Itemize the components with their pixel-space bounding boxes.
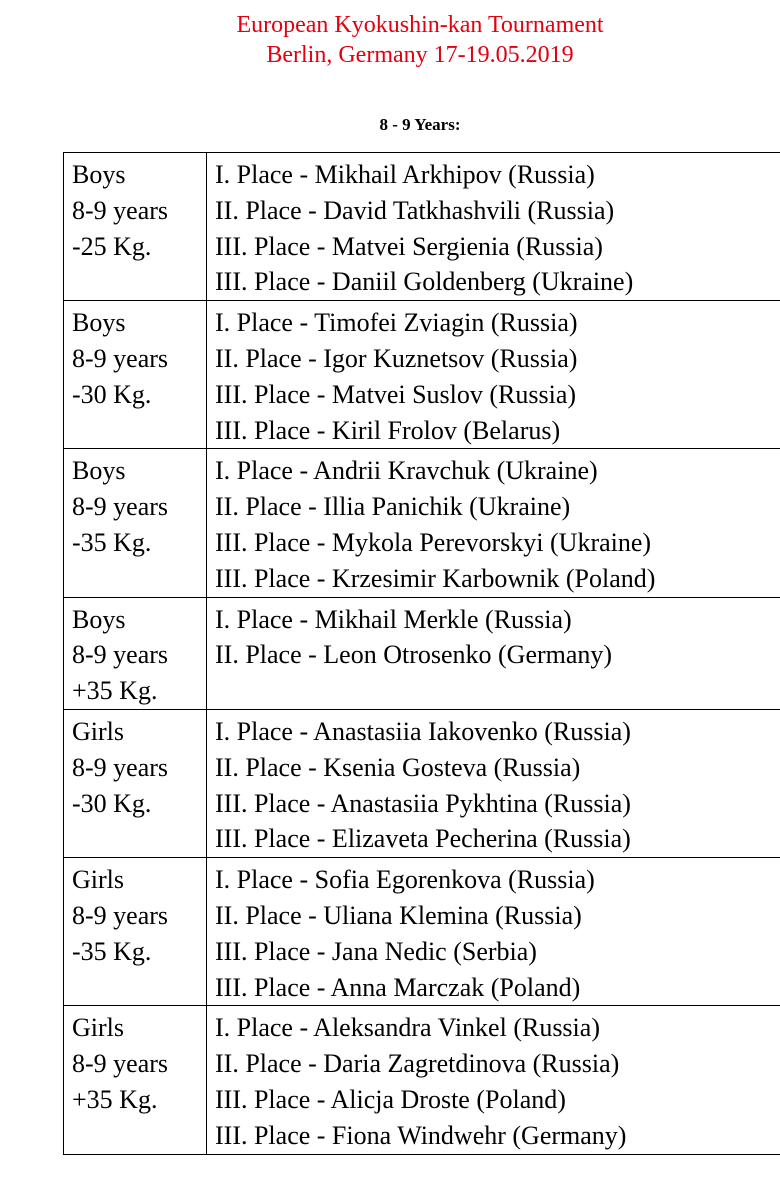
places-cell — [207, 1006, 780, 1154]
place-entry: II. Place - Leon Otrosenko (Germany) — [215, 640, 613, 670]
place-entry: I. Place - Aleksandra Vinkel (Russia) — [215, 1013, 600, 1043]
category-age: 8-9 years — [72, 1049, 169, 1079]
category-weight: -30 Kg. — [72, 379, 152, 409]
category-weight: +35 Kg. — [72, 676, 158, 706]
category-cell — [64, 449, 207, 597]
category-age: 8-9 years — [72, 640, 169, 670]
category-age: 8-9 years — [72, 492, 169, 522]
category-row — [64, 153, 780, 301]
place-entry: II. Place - Illia Panichik (Ukraine) — [215, 492, 571, 522]
category-cell — [64, 301, 207, 449]
place-entry: III. Place - Mykola Perevorskyi (Ukraine) — [215, 527, 652, 557]
category-row — [64, 449, 780, 597]
place-entry: III. Place - Fiona Windwehr (Germany) — [215, 1120, 627, 1150]
places-cell — [207, 709, 780, 857]
category-age: 8-9 years — [72, 343, 169, 373]
place-entry: II. Place - Igor Kuznetsov (Russia) — [215, 343, 578, 373]
place-entry: III. Place - Daniil Goldenberg (Ukraine) — [215, 267, 634, 297]
results-table-body — [64, 153, 780, 1155]
place-entry: III. Place - Elizaveta Pecherina (Russia) — [215, 824, 631, 854]
places-cell — [207, 153, 780, 301]
category-row — [64, 1006, 780, 1154]
place-entry: I. Place - Sofia Egorenkova (Russia) — [215, 865, 595, 895]
category-cell — [64, 597, 207, 709]
place-entry: II. Place - Ksenia Gosteva (Russia) — [215, 752, 581, 782]
results-table — [63, 152, 780, 1155]
place-entry: III. Place - Anastasiia Pykhtina (Russia) — [215, 788, 631, 818]
place-entry: II. Place - Daria Zagretdinova (Russia) — [215, 1049, 620, 1079]
category-age: 8-9 years — [72, 752, 169, 782]
place-entry: III. Place - Jana Nedic (Serbia) — [215, 936, 537, 966]
place-entry: III. Place - Matvei Sergienia (Russia) — [215, 231, 603, 261]
category-age: 8-9 years — [72, 195, 169, 225]
place-entry: III. Place - Kiril Frolov (Belarus) — [215, 415, 561, 445]
place-entry: II. Place - David Tatkhashvili (Russia) — [215, 195, 615, 225]
category-row — [64, 301, 780, 449]
place-entry: I. Place - Timofei Zviagin (Russia) — [215, 308, 578, 338]
place-entry: III. Place - Anna Marczak (Poland) — [215, 972, 581, 1002]
category-gender: Boys — [72, 604, 126, 634]
category-weight: -25 Kg. — [72, 231, 152, 261]
category-gender: Girls — [72, 716, 124, 746]
places-cell — [207, 301, 780, 449]
category-gender: Girls — [72, 1013, 124, 1043]
places-cell — [207, 858, 780, 1006]
category-weight: -30 Kg. — [72, 788, 152, 818]
category-gender: Boys — [72, 308, 126, 338]
category-row — [64, 709, 780, 857]
place-entry: I. Place - Mikhail Merkle (Russia) — [215, 604, 572, 634]
place-entry: I. Place - Mikhail Arkhipov (Russia) — [215, 160, 595, 189]
category-gender: Boys — [72, 160, 126, 189]
category-gender: Boys — [72, 456, 126, 486]
category-weight: -35 Kg. — [72, 936, 152, 966]
category-weight: -35 Kg. — [72, 527, 152, 557]
places-cell — [207, 449, 780, 597]
place-entry: III. Place - Alicja Droste (Poland) — [215, 1084, 566, 1114]
tournament-title — [0, 10, 780, 70]
category-weight: +35 Kg. — [72, 1084, 158, 1114]
category-cell — [64, 709, 207, 857]
tournament-title-line-2: Berlin, Germany 17-19.05.2019 — [266, 42, 574, 68]
place-entry: III. Place - Matvei Suslov (Russia) — [215, 379, 577, 409]
category-age: 8-9 years — [72, 900, 169, 930]
category-row — [64, 597, 780, 709]
place-entry: II. Place - Uliana Klemina (Russia) — [215, 900, 582, 930]
category-cell — [64, 1006, 207, 1154]
category-cell — [64, 153, 207, 301]
place-entry: III. Place - Krzesimir Karbownik (Poland) — [215, 563, 656, 593]
place-entry: I. Place - Anastasiia Iakovenko (Russia) — [215, 716, 631, 746]
places-cell — [207, 597, 780, 709]
category-row — [64, 858, 780, 1006]
category-cell — [64, 858, 207, 1006]
tournament-title-line-1: European Kyokushin-kan Tournament — [236, 12, 604, 38]
age-group-heading: 8 - 9 Years: — [379, 115, 461, 134]
place-entry: I. Place - Andrii Kravchuk (Ukraine) — [215, 456, 598, 486]
category-gender: Girls — [72, 865, 124, 895]
